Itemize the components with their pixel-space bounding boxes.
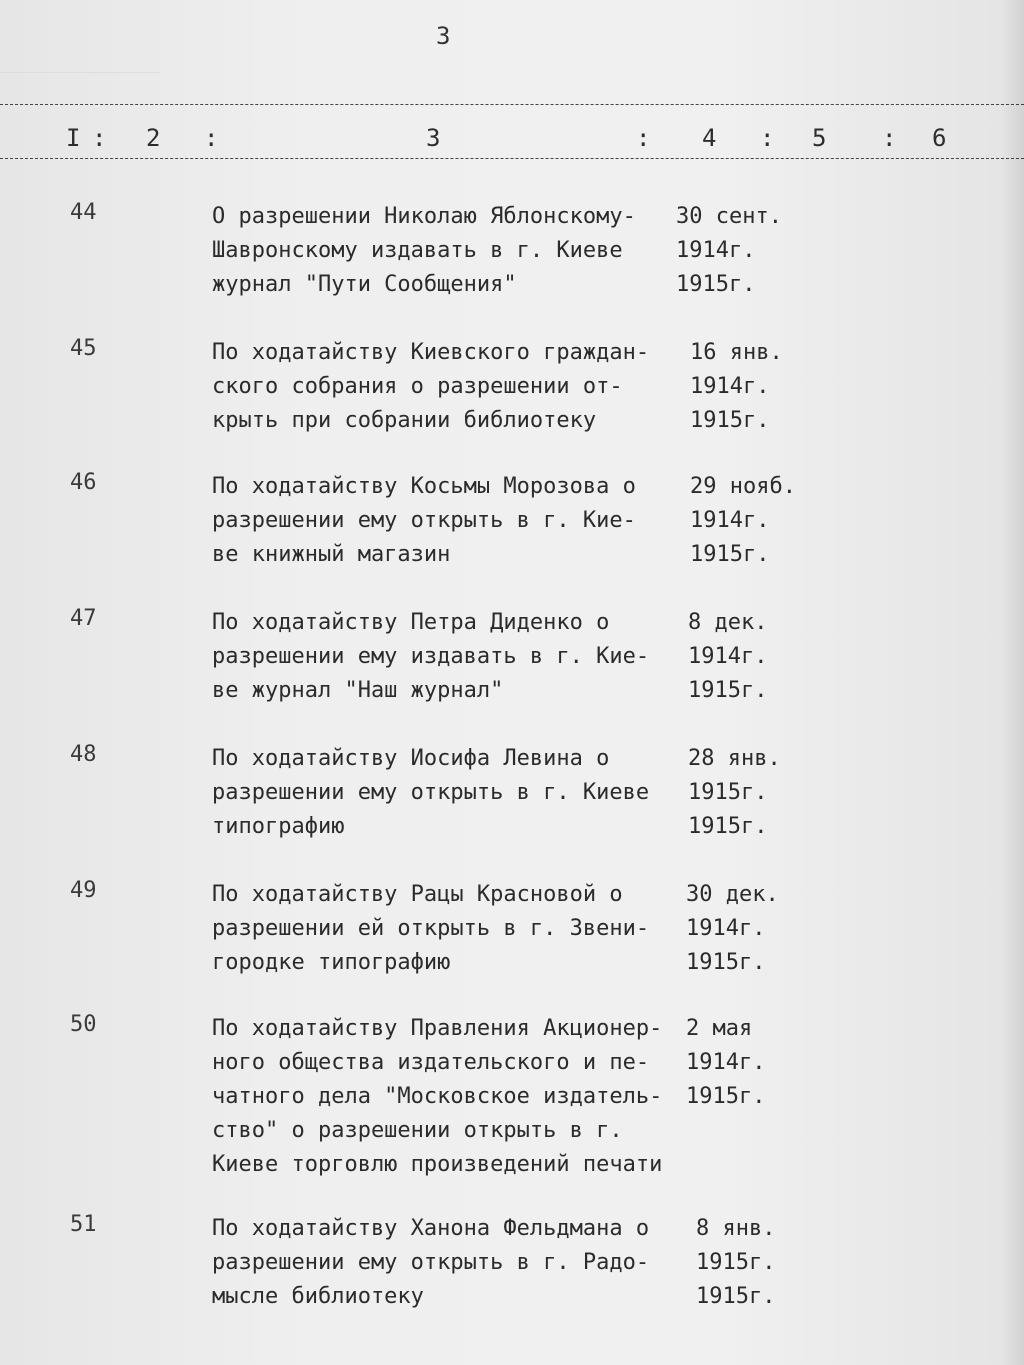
description-line: По ходатайству Петра Диденко о <box>212 610 610 635</box>
column-header-3: 3 <box>426 124 441 152</box>
entry-description <box>212 606 682 708</box>
column-separator: : <box>760 124 775 152</box>
column-header-2: 2 <box>146 124 161 152</box>
description-line: Киеве торговлю произведений печати <box>212 1152 663 1177</box>
description-line: типографию <box>212 814 345 839</box>
start-year: 1914г. <box>676 238 756 263</box>
entry-dates <box>688 742 781 844</box>
start-date: 29 нояб. <box>690 474 796 499</box>
start-year: 1914г. <box>690 374 770 399</box>
start-date: 8 янв. <box>696 1216 776 1241</box>
entry-dates <box>676 200 782 302</box>
entry-description <box>212 1212 682 1314</box>
start-date: 30 дек. <box>686 882 779 907</box>
column-separator: : <box>92 124 107 152</box>
page-edge-shadow <box>1000 0 1024 1365</box>
description-line: По ходатайству Правления Акционер- <box>212 1016 663 1041</box>
description-line: разрешении ему открыть в г. Кие- <box>212 508 636 533</box>
description-line: По ходатайству Иосифа Левина о <box>212 746 610 771</box>
description-line: ве книжный магазин <box>212 542 451 567</box>
end-year: 1915г. <box>690 542 770 567</box>
entry-number: 47 <box>70 606 97 631</box>
description-line: крыть при собрании библиотеку <box>212 408 597 433</box>
description-line: городке типографию <box>212 950 451 975</box>
entry-number: 50 <box>70 1012 97 1037</box>
entry-description <box>212 470 682 572</box>
end-year: 1915г. <box>688 814 768 839</box>
entry-number: 46 <box>70 470 97 495</box>
page-number: 3 <box>436 22 451 50</box>
entry-dates <box>686 1012 765 1114</box>
start-date: 2 мая <box>686 1016 753 1041</box>
entry-description <box>212 1012 682 1182</box>
end-year: 1915г. <box>696 1284 776 1309</box>
description-line: журнал "Пути Сообщения" <box>212 272 517 297</box>
start-date: 8 дек. <box>688 610 768 635</box>
description-line: разрешении ему открыть в г. Киеве <box>212 780 650 805</box>
column-separator: : <box>204 124 219 152</box>
column-header-4: 4 <box>702 124 717 152</box>
start-year: 1914г. <box>688 644 768 669</box>
description-line: ве журнал "Наш журнал" <box>212 678 504 703</box>
entry-dates <box>686 878 779 980</box>
description-line: По ходатайству Ханона Фельдмана о <box>212 1216 650 1241</box>
entry-description <box>212 742 682 844</box>
description-line: ство" о разрешении открыть в г. <box>212 1118 623 1143</box>
start-year: 1914г. <box>690 508 770 533</box>
end-year: 1915г. <box>690 408 770 433</box>
end-year: 1915г. <box>688 678 768 703</box>
end-year: 1915г. <box>686 1084 766 1109</box>
description-line: чатного дела "Московское издатель- <box>212 1084 663 1109</box>
start-date: 16 янв. <box>690 340 783 365</box>
start-date: 30 сент. <box>676 204 782 229</box>
description-line: разрешении ей открыть в г. Звени- <box>212 916 650 941</box>
entry-description <box>212 200 682 302</box>
description-line: По ходатайству Киевского граждан- <box>212 340 650 365</box>
column-header-6: 6 <box>932 124 947 152</box>
description-line: ного общества издательского и пе- <box>212 1050 650 1075</box>
entry-number: 44 <box>70 200 97 225</box>
start-date: 28 янв. <box>688 746 781 771</box>
description-line: По ходатайству Рацы Красновой о <box>212 882 623 907</box>
entry-dates <box>690 470 796 572</box>
column-header-5: 5 <box>812 124 827 152</box>
entry-number: 51 <box>70 1212 97 1237</box>
description-line: мысле библиотеку <box>212 1284 424 1309</box>
entry-number: 48 <box>70 742 97 767</box>
start-year: 1915г. <box>696 1250 776 1275</box>
description-line: О разрешении Николаю Яблонскому- <box>212 204 636 229</box>
bleed-through-mark <box>0 58 160 73</box>
entry-number: 49 <box>70 878 97 903</box>
header-top-rule <box>0 104 1024 105</box>
start-year: 1914г. <box>686 1050 766 1075</box>
entry-number: 45 <box>70 336 97 361</box>
column-separator: : <box>882 124 897 152</box>
entry-dates <box>688 606 767 708</box>
entry-description <box>212 336 682 438</box>
description-line: ского собрания о разрешении от- <box>212 374 623 399</box>
entry-dates <box>690 336 783 438</box>
end-year: 1915г. <box>676 272 756 297</box>
end-year: 1915г. <box>686 950 766 975</box>
description-line: разрешении ему открыть в г. Радо- <box>212 1250 650 1275</box>
entry-description <box>212 878 682 980</box>
start-year: 1914г. <box>686 916 766 941</box>
start-year: 1915г. <box>688 780 768 805</box>
description-line: Шавронскому издавать в г. Киеве <box>212 238 623 263</box>
column-separator: : <box>636 124 651 152</box>
description-line: разрешении ему издавать в г. Кие- <box>212 644 650 669</box>
description-line: По ходатайству Косьмы Морозова о <box>212 474 636 499</box>
header-bottom-rule <box>0 158 1024 159</box>
entry-dates <box>696 1212 775 1314</box>
column-header-1: I <box>66 124 81 152</box>
